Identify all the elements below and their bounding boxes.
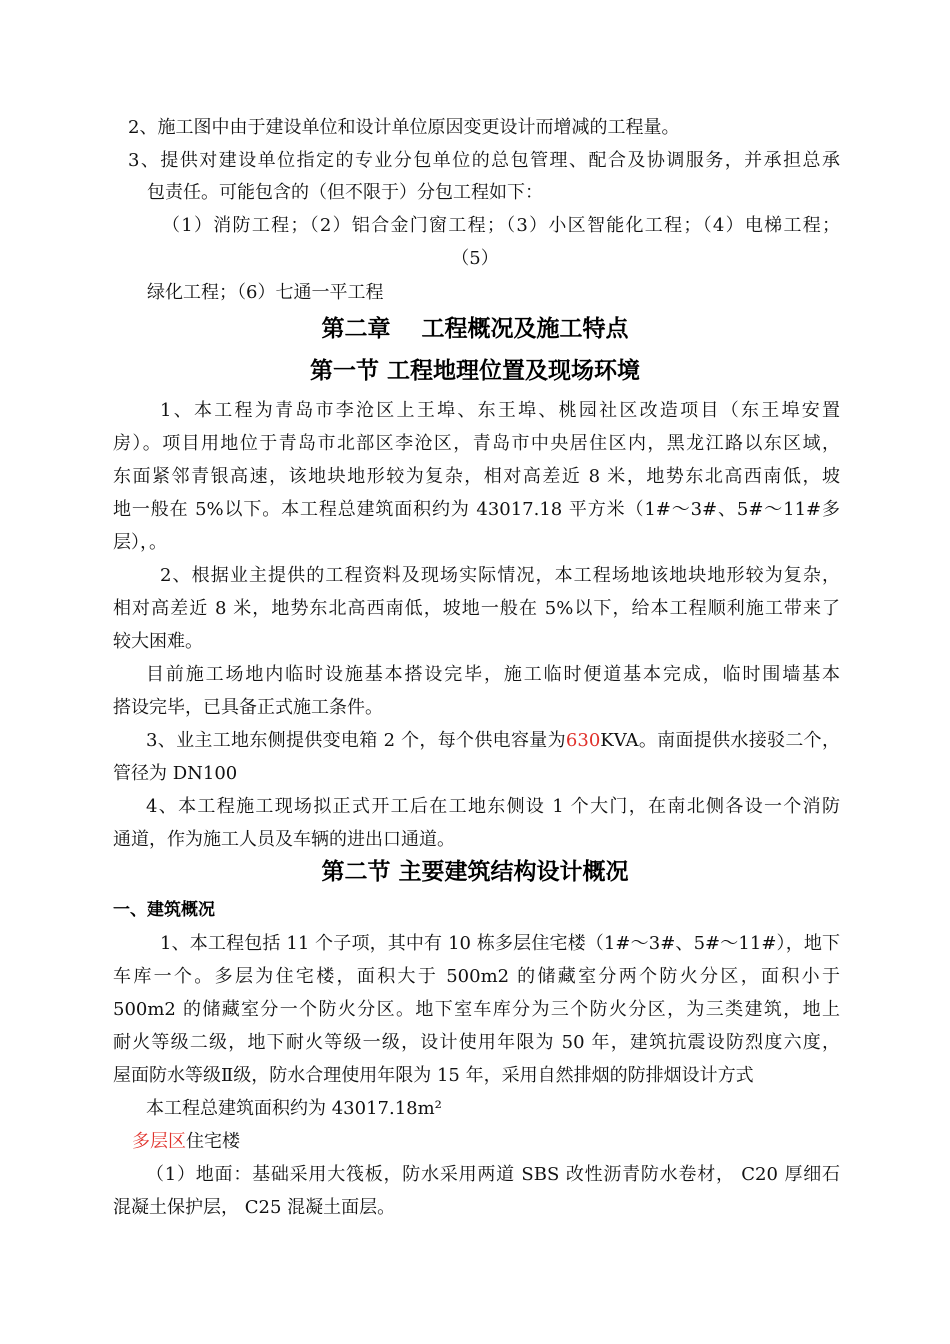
zone-highlight: 多层区 <box>132 1131 186 1152</box>
section1-paragraph4-line2: 管径为 DN100 <box>113 763 238 784</box>
section1-paragraph4-line1 <box>146 729 840 753</box>
chapter-title: 第二章 工程概况及施工特点 <box>321 316 629 342</box>
zone-label: 住宅楼 <box>186 1131 240 1152</box>
subcontract-list-line1: （1）消防工程；（2）铝合金门窗工程；（3）小区智能化工程；（4）电梯工程； <box>162 215 840 236</box>
section1-paragraph3-line1: 目前施工场地内临时设施基本搭设完毕，施工临时便道基本完成，临时围墙基本 <box>146 664 840 685</box>
power-capacity-value: 630 <box>565 730 601 751</box>
section1-paragraph1-line4: 地一般在 5%以下。本工程总建筑面积约为 43017.18 平方米（1#～3#、5#～11#多 <box>113 499 840 520</box>
power-supply-text-pre: 3、业主工地东侧提供变电箱 2 个，每个供电容量为 <box>146 730 566 751</box>
section1-title: 第一节 工程地理位置及现场环境 <box>309 358 640 384</box>
section2-title: 第二节 主要建筑结构设计概况 <box>321 859 629 885</box>
section1-paragraph1-line1: 1、本工程为青岛市李沧区上王埠、东王埠、桃园社区改造项目（东王埠安置 <box>160 400 840 421</box>
subcontract-list-line3: 绿化工程；（6）七通一平工程 <box>147 282 384 303</box>
total-area-line: 本工程总建筑面积约为 43017.18m² <box>146 1098 442 1119</box>
building-overview-heading: 一、建筑概况 <box>113 900 215 920</box>
section2-paragraph1-line5: 屋面防水等级Ⅱ级，防水合理使用年限为 15 年，采用自然排烟的防排烟设计方式 <box>113 1065 754 1086</box>
section1-paragraph5-line1: 4、本工程施工现场拟正式开工后在工地东侧设 1 个大门，在南北侧各设一个消防 <box>146 796 840 817</box>
section2-paragraph1-line4: 耐火等级二级，地下耐火等级一级，设计使用年限为 50 年，建筑抗震设防烈度六度， <box>113 1032 840 1053</box>
zone-heading <box>132 1130 240 1154</box>
section1-paragraph1-line5: 层），。 <box>113 532 167 553</box>
power-supply-text-post: KVA。南面提供水接驳二个， <box>600 730 840 751</box>
section1-paragraph5-line2: 通道，作为施工人员及车辆的进出口通道。 <box>113 829 455 850</box>
list-item-2: 2、施工图中由于建设单位和设计单位原因变更设计而增减的工程量。 <box>128 117 680 138</box>
subcontract-list-line2: （5） <box>451 248 499 269</box>
section2-paragraph1-line2: 车库一个。多层为住宅楼，面积大于 500m2 的储藏室分两个防火分区，面积小于 <box>113 966 840 987</box>
section1-paragraph3-line2: 搭设完毕，已具备正式施工条件。 <box>113 697 383 718</box>
ground-spec-line2: 混凝土保护层， C25 混凝土面层。 <box>113 1197 396 1218</box>
section1-paragraph2-line3: 较大困难。 <box>113 631 203 652</box>
section1-paragraph1-line3: 东面紧邻青银高速，该地块地形较为复杂，相对高差近 8 米，地势东北高西南低，坡 <box>113 466 840 487</box>
section1-paragraph2-line2: 相对高差近 8 米，地势东北高西南低，坡地一般在 5%以下，给本工程顺利施工带来了 <box>113 598 840 619</box>
list-item-3-line1: 3、提供对建设单位指定的专业分包单位的总包管理、配合及协调服务，并承担总承 <box>128 150 840 171</box>
section1-paragraph2-line1: 2、根据业主提供的工程资料及现场实际情况，本工程场地该地块地形较为复杂， <box>160 565 840 586</box>
list-item-3-line2: 包责任。可能包含的（但不限于）分包工程如下： <box>147 182 543 203</box>
section1-paragraph1-line2: 房）。项目用地位于青岛市北部区李沧区，青岛市中央居住区内，黑龙江路以东区域， <box>113 433 840 454</box>
section2-paragraph1-line1: 1、本工程包括 11 个子项，其中有 10 栋多层住宅楼（1#～3#、5#～11#），地下 <box>160 933 840 954</box>
ground-spec-line1: （1）地面：基础采用大筏板，防水采用两道 SBS 改性沥青防水卷材， C20 厚细石 <box>146 1164 840 1185</box>
section2-paragraph1-line3: 500m2 的储藏室分一个防火分区。地下室车库分为三个防火分区，为三类建筑，地上 <box>113 999 840 1020</box>
